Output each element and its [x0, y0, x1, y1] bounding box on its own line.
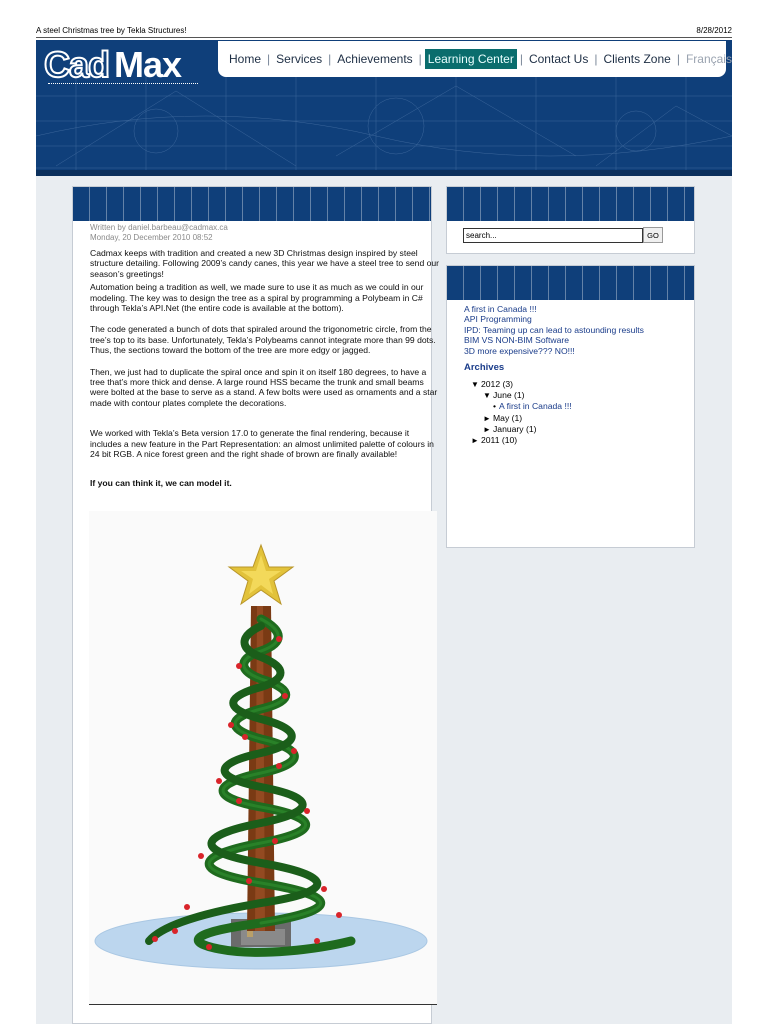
nav-separator: | — [418, 52, 422, 66]
image-bottom-rule — [89, 1004, 437, 1005]
search-card — [446, 186, 695, 254]
nav-contact[interactable]: Contact Us — [528, 52, 589, 66]
nav-separator: | — [267, 52, 271, 66]
article-body — [90, 248, 440, 488]
post-link[interactable]: IPD: Teaming up can lead to astounding results — [464, 324, 644, 335]
logo-underline — [48, 83, 198, 88]
archive-label: January (1) — [493, 423, 537, 434]
archive-month-january[interactable] — [471, 424, 572, 435]
nav-francais[interactable]: Français — [685, 52, 732, 66]
nav-separator: | — [676, 52, 680, 66]
archive-month-may[interactable] — [471, 413, 572, 424]
article-meta — [90, 223, 228, 243]
search-card-header — [447, 187, 694, 221]
article-author: Written by daniel.barbeau@cadmax.ca — [90, 223, 228, 232]
post-link[interactable]: BIM VS NON-BIM Software — [464, 335, 570, 346]
post-link[interactable]: API Programming — [464, 314, 532, 325]
archive-label: May (1) — [493, 412, 523, 423]
banner-bottom-stripe — [36, 170, 732, 176]
search-go-button[interactable]: GO — [643, 227, 663, 243]
archive-year-2011[interactable] — [471, 435, 572, 446]
article-paragraph: We worked with Tekla’s Beta version 17.0 to generate the final rendering, because it includes a new feature in the Part Representation: an almost unlimited palette of colours in 24 bit RGB. A nice forest green and the right shade of brown are finally available! — [90, 428, 434, 460]
archive-month-june[interactable] — [471, 390, 572, 401]
nav-separator: | — [594, 52, 598, 66]
article-paragraph: Then, we just had to duplicate the spiral once and spin it on itself 180 degrees, to have a tree that’s more thick and dense. A large round HSS became the trunk and small beams were bolted at the base to serve as a stand. A few bolts were used as ornaments and a star made with contour plates complete the decorations. — [90, 366, 438, 408]
nav-achievements[interactable]: Achievements — [337, 52, 413, 66]
expand-arrow-icon[interactable]: ► — [483, 424, 491, 434]
collapse-arrow-icon[interactable]: ▼ — [483, 391, 491, 401]
tree-image — [89, 511, 437, 1005]
expand-arrow-icon[interactable]: ► — [483, 413, 491, 423]
article-date: Monday, 20 December 2010 08:52 — [90, 233, 213, 242]
print-title: A steel Christmas tree by Tekla Structures! — [36, 26, 187, 35]
archive-label: 2012 (3) — [481, 379, 514, 389]
archive-post[interactable] — [471, 401, 572, 412]
search-input[interactable] — [463, 228, 643, 243]
logo-cad: Cad — [44, 44, 110, 85]
post-link[interactable]: 3D more expensive??? NO!!! — [464, 345, 575, 356]
recent-posts — [464, 304, 644, 356]
article-card-header — [73, 187, 431, 221]
christmas-tree-render — [89, 511, 437, 1005]
archive-label: June (1) — [493, 390, 525, 401]
bullet-icon: • — [493, 401, 497, 412]
expand-arrow-icon[interactable]: ► — [471, 436, 479, 446]
archive-tree — [471, 379, 572, 446]
nav-learning-center[interactable]: Learning Center — [425, 49, 517, 69]
main-nav — [218, 41, 732, 77]
print-rule — [36, 37, 732, 38]
nav-separator: | — [519, 52, 523, 66]
post-link[interactable]: A first in Canada !!! — [464, 304, 537, 314]
star-icon — [229, 545, 293, 604]
print-date: 8/28/2012 — [696, 26, 732, 35]
cadmax-logo[interactable] — [44, 44, 202, 92]
collapse-arrow-icon[interactable]: ▼ — [471, 380, 479, 389]
archive-post-link[interactable]: A first in Canada !!! — [499, 401, 572, 412]
nav-separator: | — [328, 52, 332, 66]
archive-year-2012[interactable] — [471, 379, 572, 390]
archive-card-header — [447, 266, 694, 300]
archives-heading: Archives — [464, 362, 505, 373]
nav-home[interactable]: Home — [229, 52, 262, 66]
article-paragraph: The code generated a bunch of dots that spiraled around the trigonometric circle, from the tree’s top to its base. Unfortunately, Tekla’s Polybeams cannot integrate more than 99 dots. Thus, the sections toward the bottom of the tree are more edgy or jagged. — [90, 324, 436, 356]
logo-max: Max — [114, 44, 182, 85]
archive-label: 2011 (10) — [481, 435, 518, 446]
archive-card — [446, 265, 695, 548]
article-paragraph: Automation being a tradition as well, we made sure to use it as much as we could in our modeling. The key was to design the tree as a spiral by programming a Polybeam in C# through Tekla’s API.Net (the entire code is available at the bottom). — [90, 282, 424, 314]
nav-services[interactable]: Services — [276, 52, 323, 66]
nav-clients-zone[interactable]: Clients Zone — [603, 52, 671, 66]
article-tagline: If you can think it, we can model it. — [90, 477, 232, 488]
article-paragraph: Cadmax keeps with tradition and created a new 3D Christmas design inspired by steel structure detailing. Following 2009’s candy canes, this year we have a steel tree to send our season’s greetings! — [90, 248, 440, 279]
